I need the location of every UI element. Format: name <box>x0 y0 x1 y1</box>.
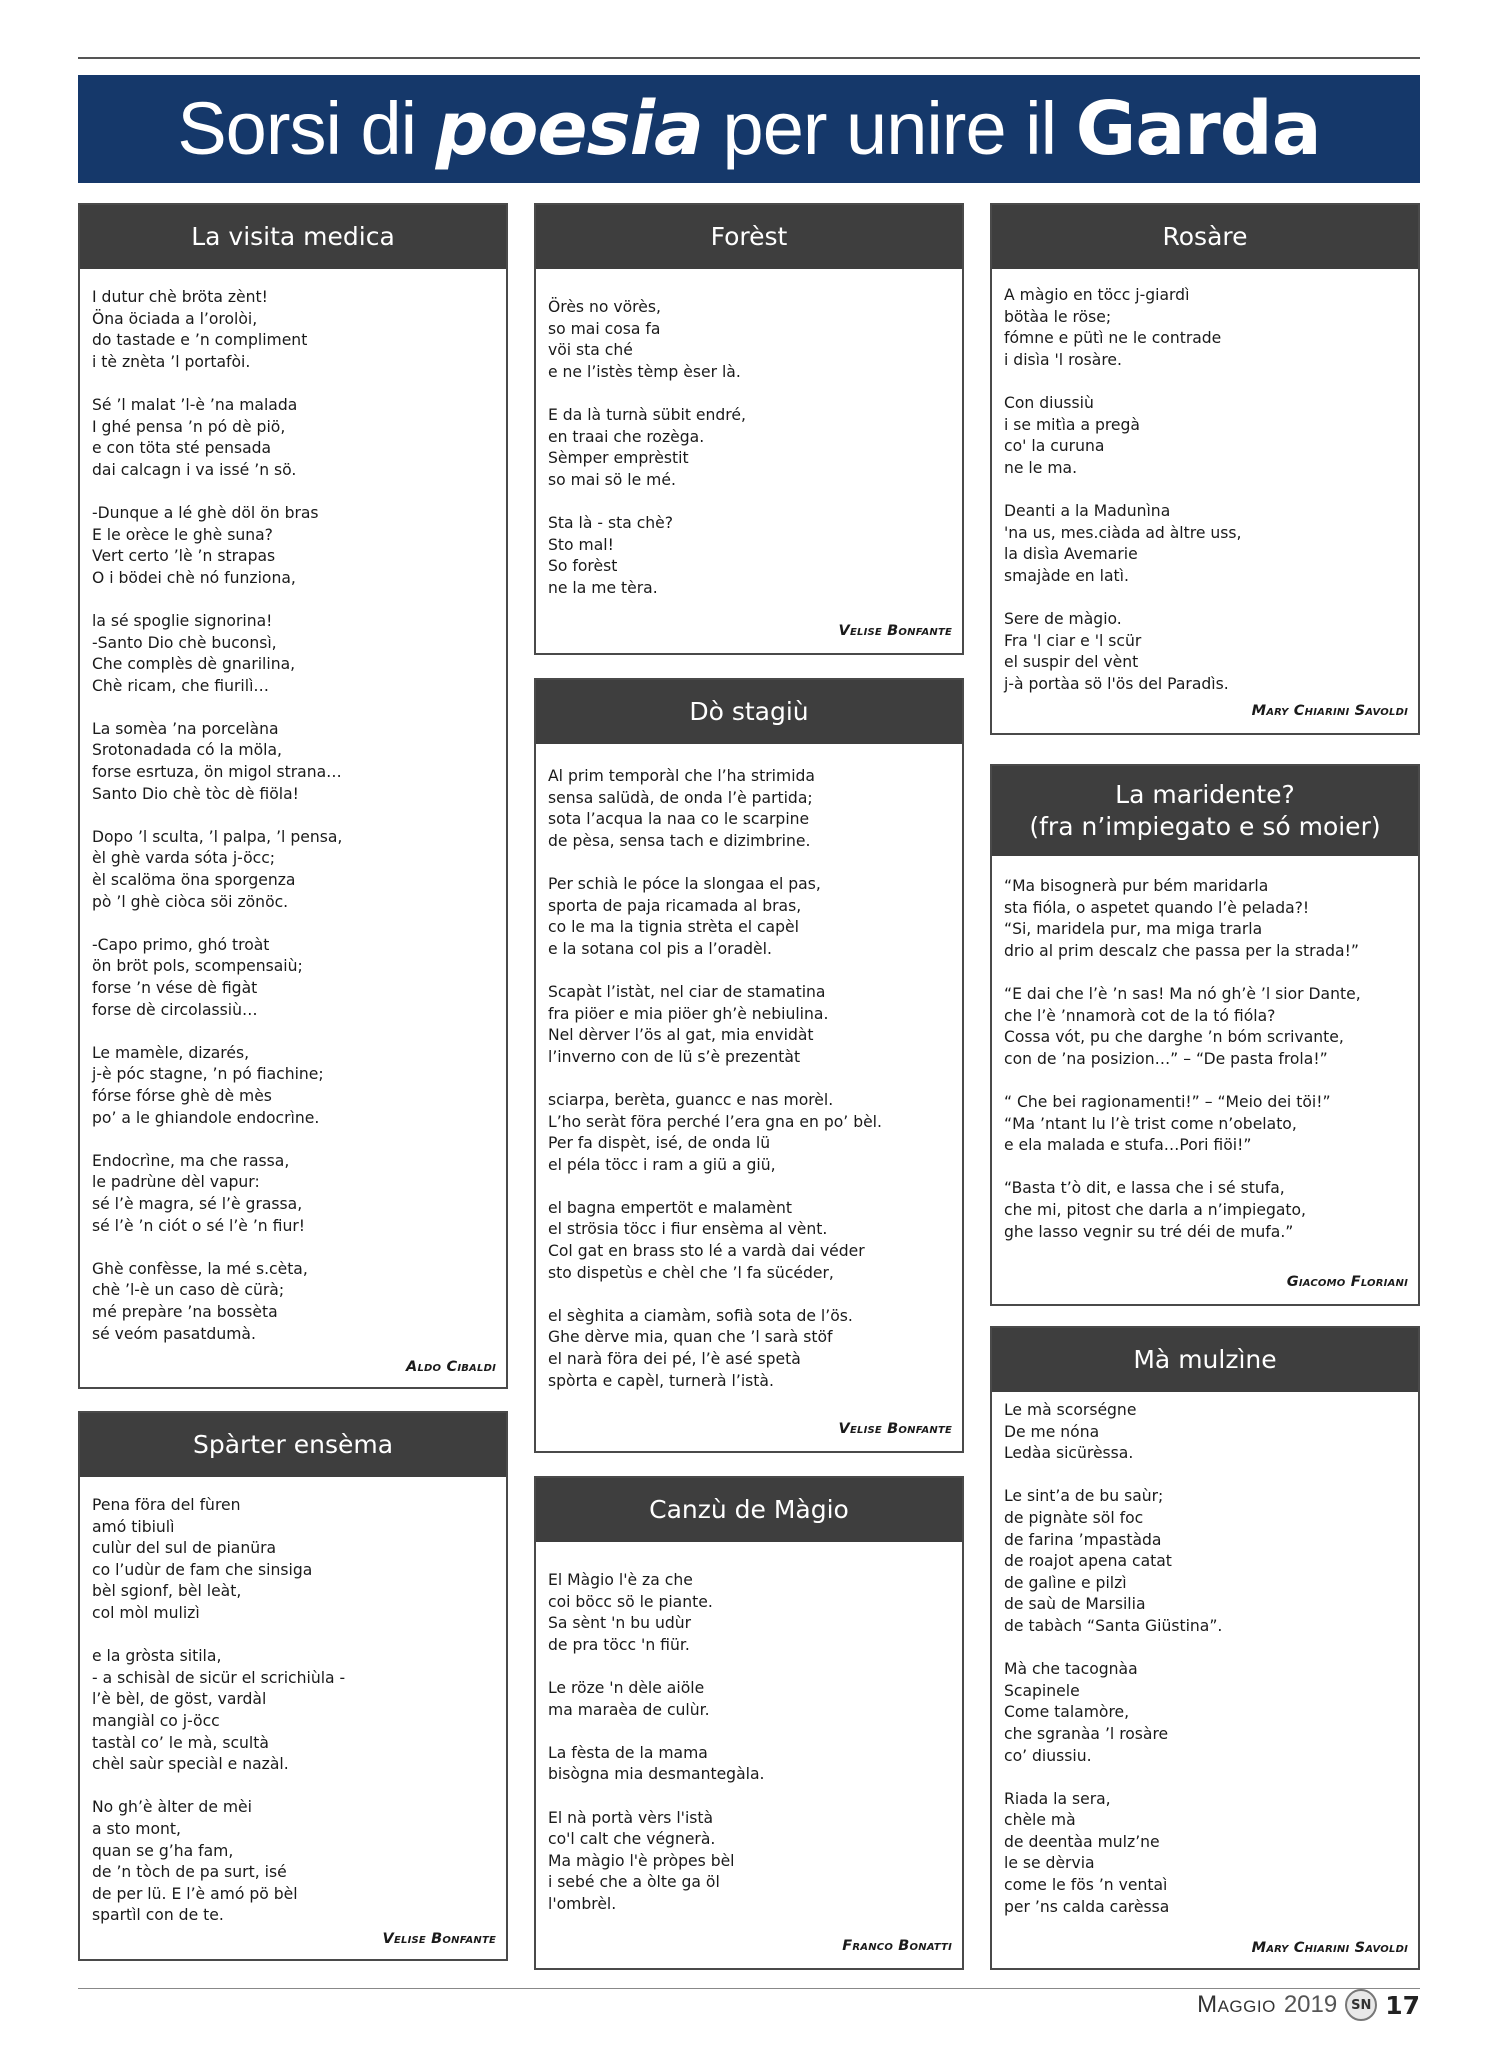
poem-line: bèl sgionf, bèl leàt, <box>92 1582 242 1601</box>
poem-line: Ghe dèrve mia, quan che ’l sarà stöf <box>548 1328 833 1347</box>
poem-author: Franco Bonatti <box>842 1938 952 1954</box>
stanza <box>1004 393 1406 479</box>
poem-line: Per schià le póce la slongaa el pas, <box>548 874 821 893</box>
poem-line: el bagna empertöt e malamènt <box>548 1198 793 1217</box>
stanza <box>92 503 494 589</box>
poem-line: spartìl con de te. <box>92 1906 224 1925</box>
stanza <box>1004 876 1406 962</box>
poem-title <box>536 680 962 744</box>
poem-line: le se dèrvia <box>1004 1854 1095 1873</box>
poem-line: spòrta e capèl, turnerà l’istà. <box>548 1371 774 1390</box>
poem-line: Mà che tacognàa <box>1004 1660 1138 1679</box>
stanza <box>92 1151 494 1237</box>
stanza <box>92 287 494 373</box>
poem-box-la-visita-medica <box>78 203 508 1389</box>
poem-line: co le ma la tignia strèta el capèl <box>548 918 799 937</box>
poem-line: co' la curuna <box>1004 437 1105 456</box>
stanza <box>92 935 494 1021</box>
poem-line: L’ho seràt föra perché l’era gna en po’ bèl. <box>548 1112 882 1131</box>
poem-line: bisògna mia desmantegàla. <box>548 1765 765 1784</box>
stanza <box>548 1570 950 1656</box>
poem-line: pò ’l ghè ciòca söi zönöc. <box>92 892 289 911</box>
poem-line: forse ’n vése dè figàt <box>92 979 258 997</box>
poem-line: Per fa dispèt, isé, de onda lü <box>548 1134 771 1153</box>
poem-line: ne la me tèra. <box>548 578 658 597</box>
poem-line: I dutur chè bröta zènt! <box>92 288 268 306</box>
poem-line: e con töta sté pensada <box>92 439 272 458</box>
poem-line: Örès no vörès, <box>548 298 661 316</box>
poem-line: le padrùne dèl vapur: <box>92 1173 260 1192</box>
poem-line: sensa salüdà, de onda l’è partida; <box>548 788 813 807</box>
stanza <box>92 827 494 913</box>
poem-line: Le mamèle, dizarés, <box>92 1043 250 1062</box>
poem-line: èl ghè varda sóta j-öcc; <box>92 849 276 868</box>
poem-line: ön bröt pols, scompensaiù; <box>92 957 303 976</box>
poem-line: sto dispetùs e chèl che ’l fa sücéder, <box>548 1263 834 1282</box>
poem-line: sciarpa, berèta, guancc e nas morèl. <box>548 1090 834 1109</box>
stanza <box>1004 285 1406 371</box>
poem-title <box>80 1413 506 1477</box>
poem-line: Fra 'l ciar e 'l scür <box>1004 631 1142 650</box>
poem-line: so mai cosa fa <box>548 319 661 338</box>
poem-box-la-maridente <box>990 764 1420 1306</box>
poem-author: Velise Bonfante <box>838 623 952 639</box>
poem-body <box>992 856 1418 1243</box>
stanza <box>548 513 950 599</box>
stanza <box>548 1808 950 1916</box>
poem-line: en traai che rozèga. <box>548 427 705 446</box>
poem-line: tastàl co’ le mà, scultà <box>92 1733 269 1752</box>
poem-line: De me nóna <box>1004 1422 1100 1441</box>
poem-line: “Si, maridela pur, ma miga trarla <box>1004 920 1263 939</box>
poem-line: -Dunque a lé ghè döl ön bras <box>92 503 319 522</box>
poem-line: Öna öciada a l’orolòi, <box>92 309 258 328</box>
poem-line: do tastade e ’n compliment <box>92 331 308 350</box>
poem-line: el suspir del vènt <box>1004 653 1139 672</box>
poem-line: de deentàa mulz’ne <box>1004 1832 1160 1851</box>
poem-line: Dopo ’l sculta, ’l palpa, ’l pensa, <box>92 827 343 846</box>
poem-line: Ma màgio l'è pròpes bèl <box>548 1851 735 1870</box>
stanza <box>92 1043 494 1129</box>
poem-line: smajàde en latì. <box>1004 566 1129 585</box>
stanza <box>548 1090 950 1176</box>
poem-line: Sta là - sta chè? <box>548 513 674 532</box>
poem-line: E le orèce le ghè suna? <box>92 525 273 544</box>
poem-line: i tè znèta ’l portafòi. <box>92 352 251 371</box>
poem-title-text: La visita medica <box>191 222 395 251</box>
stanza <box>548 405 950 491</box>
poem-line: de pignàte söl foc <box>1004 1508 1144 1527</box>
poem-line: fómne e pütì ne le contrade <box>1004 329 1222 348</box>
poem-line: j-à portàa sö l'ös del Paradìs. <box>1004 674 1229 693</box>
page-number: 17 <box>1385 1990 1420 2020</box>
poem-line: de tabàch “Santa Giüstina”. <box>1004 1616 1223 1635</box>
poem-title-text: Canzù de Màgio <box>649 1495 849 1524</box>
poem-line: Le sint’a de bu saùr; <box>1004 1487 1164 1506</box>
poem-line: el sèghita a ciamàm, sofià sota de l’ös. <box>548 1306 853 1325</box>
poem-line: A màgio en töcc j-giardì <box>1004 286 1190 304</box>
poem-line: dai calcagn i va issé ’n sö. <box>92 460 297 479</box>
poem-body <box>992 1392 1418 1918</box>
poem-line: l'ombrèl. <box>548 1894 617 1913</box>
poem-author: Aldo Cibaldi <box>406 1359 496 1375</box>
poem-body <box>536 744 962 1392</box>
poem-line: Pena föra del fùren <box>92 1496 241 1514</box>
stanza <box>1004 1486 1406 1637</box>
poem-body <box>80 1477 506 1927</box>
stanza <box>1004 501 1406 587</box>
poem-title <box>80 205 506 269</box>
poem-line: Sé ’l malat ’l-è ’na malada <box>92 395 298 414</box>
poem-line: bötàa le röse; <box>1004 307 1112 326</box>
poem-line: “E dai che l’è ’n sas! Ma nó gh’è ’l sior Dante, <box>1004 984 1361 1003</box>
poem-line: Santo Dio chè tòc dè fiöla! <box>92 784 299 803</box>
page-footer <box>1197 1985 1420 2025</box>
stanza <box>92 719 494 805</box>
stanza <box>1004 1092 1406 1157</box>
poem-line: co l’udùr de fam che sinsiga <box>92 1560 313 1579</box>
stanza <box>92 1495 494 1625</box>
poem-line: Ledàa sicürèssa. <box>1004 1444 1134 1463</box>
poem-line: Sere de màgio. <box>1004 609 1122 628</box>
stanza <box>548 1678 950 1721</box>
poem-line: Srotonadada có la möla, <box>92 741 282 760</box>
poem-body <box>992 269 1418 695</box>
top-rule <box>78 57 1420 59</box>
poem-line: - a schisàl de sicür el scrichiùla - <box>92 1668 346 1687</box>
poem-line: che sgranàa ’l rosàre <box>1004 1724 1169 1743</box>
poem-line: I ghé pensa ’n pó dè piö, <box>92 417 286 436</box>
poem-line: forse dè circolassiù… <box>92 1000 258 1019</box>
poem-line: de pèsa, sensa tach e dizimbrine. <box>548 831 811 850</box>
poem-line: Col gat en brass sto lé a vardà dai véder <box>548 1242 865 1261</box>
poem-line: Deanti a la Madunìna <box>1004 501 1171 520</box>
poem-line: Riada la sera, <box>1004 1789 1111 1808</box>
poem-line: ma maraèa de culùr. <box>548 1700 710 1719</box>
poem-line: “Ma bisognerà pur bém maridarla <box>1004 877 1269 895</box>
poem-line: El nà portà vèrs l'istà <box>548 1808 714 1827</box>
banner-text-part4: Garda <box>1075 86 1321 172</box>
poem-line: l’è bèl, de göst, vardàl <box>92 1690 267 1709</box>
poem-line: che l’è ’nnamorà cot de la tó fióla? <box>1004 1006 1276 1025</box>
stanza <box>548 766 950 852</box>
poem-line: con de ’na posizion…” – “De pasta frola!” <box>1004 1049 1328 1068</box>
poem-line: e ne l’istès tèmp èser là. <box>548 362 741 381</box>
poem-line: de galìne e pilzì <box>1004 1573 1127 1592</box>
poem-line: mé prepàre ’na bossèta <box>92 1302 278 1321</box>
stanza <box>1004 1789 1406 1919</box>
poem-line: Vert certo ’lè ’n strapas <box>92 547 276 566</box>
poem-line: Chè ricam, che fiurilì… <box>92 676 270 695</box>
poem-line: O i bödei chè nó funziona, <box>92 568 296 587</box>
poem-line: fra piöer e mia piöer gh’è nebiulina. <box>548 1004 829 1023</box>
stanza <box>548 982 950 1068</box>
stanza <box>1004 1400 1406 1465</box>
poem-line: co’ diussiu. <box>1004 1746 1092 1765</box>
poem-box-forest <box>534 203 964 655</box>
magazine-logo-icon: SN <box>1345 1989 1377 2021</box>
stanza <box>548 1743 950 1786</box>
poem-line: Come talamòre, <box>1004 1703 1130 1722</box>
poem-line: sé l’è ’n ciót o sé l’è ’n fiur! <box>92 1216 306 1235</box>
poem-line: so mai sö le mé. <box>548 470 676 489</box>
poem-box-sparter-ensema <box>78 1411 508 1961</box>
poem-line: el péla töcc i ram a giü a giü, <box>548 1155 776 1174</box>
poem-title <box>992 205 1418 269</box>
poem-line: sota l’acqua la naa co le scarpine <box>548 810 810 829</box>
poem-line: coi böcc sö le piante. <box>548 1592 713 1611</box>
poem-line: j-è póc stagne, ’n pó fiachine; <box>92 1065 324 1084</box>
poem-line: El Màgio l'è za che <box>548 1571 693 1589</box>
poem-line: “Basta t’ò dit, e lassa che i sé stufa, <box>1004 1179 1285 1198</box>
poem-line: Endocrìne, ma che rassa, <box>92 1151 290 1170</box>
poem-title <box>536 1478 962 1542</box>
poem-line: culùr del sul de pianüra <box>92 1539 277 1558</box>
poem-line: No gh’è àlter de mèi <box>92 1798 252 1817</box>
poem-line: de saù de Marsilia <box>1004 1595 1146 1614</box>
poem-line: E da là turnà sübit endré, <box>548 405 746 424</box>
poem-box-rosare <box>990 203 1420 735</box>
poem-line: e la sotana col pis a l’oradèl. <box>548 939 772 958</box>
poem-title-text: Rosàre <box>1162 222 1248 251</box>
poem-line: Nel dèrver l’ös al gat, mia envidàt <box>548 1026 814 1045</box>
poem-line: “ Che bei ragionamenti!” – “Meio dei töi!” <box>1004 1092 1331 1111</box>
poem-line: Le mà scorségne <box>1004 1401 1137 1419</box>
poem-line: e ela malada e stufa…Pori fiöi!” <box>1004 1136 1252 1155</box>
poem-line: sé l’è magra, sé l’è grassa, <box>92 1194 303 1213</box>
poem-line: e la gròsta sitila, <box>92 1647 222 1666</box>
poem-title-text: Mà mulzìne <box>1133 1345 1277 1374</box>
poem-body <box>80 269 506 1345</box>
stanza <box>92 1259 494 1345</box>
poem-line: chè ’l-è un caso dè cürà; <box>92 1281 285 1300</box>
poem-title <box>536 205 962 269</box>
poem-line: ghe lasso vegnir su tré déi de mufa.” <box>1004 1222 1294 1241</box>
poem-line: de ’n tòch de pa surt, isé <box>92 1863 287 1882</box>
poem-title-text: Spàrter ensèma <box>192 1430 394 1459</box>
poem-box-canzu-de-magio <box>534 1476 964 1970</box>
footer-month: Maggio <box>1197 1991 1276 2018</box>
stanza <box>548 1306 950 1392</box>
poem-author: Velise Bonfante <box>382 1931 496 1947</box>
poem-line: la disìa Avemarie <box>1004 545 1138 564</box>
poem-title-text: Dò stagiù <box>689 697 809 726</box>
poem-line: per ’ns calda carèssa <box>1004 1897 1170 1916</box>
poem-title-text: Forèst <box>710 222 788 251</box>
poem-line: de per lü. E l’è amó pö bèl <box>92 1884 298 1903</box>
stanza <box>548 297 950 383</box>
poem-line: el strösia töcc i fiur ensèma al vènt. <box>548 1220 828 1239</box>
poem-line: a sto mont, <box>92 1819 181 1838</box>
poem-line: Sèmper emprèstit <box>548 449 689 468</box>
poem-line: quan se g’ha fam, <box>92 1841 234 1860</box>
poem-line: l’inverno con de lü s’è prezentàt <box>548 1047 801 1066</box>
poem-line: Scapinele <box>1004 1681 1080 1700</box>
poem-body <box>536 1542 962 1916</box>
poem-line: So forèst <box>548 557 618 576</box>
poem-box-ma-mulzine <box>990 1326 1420 1970</box>
poem-line: de pra töcc 'n fiür. <box>548 1635 690 1654</box>
poem-author: Giacomo Floriani <box>1286 1274 1408 1290</box>
poem-line: -Capo primo, ghó troàt <box>92 935 270 954</box>
poem-line: sé veóm pasatdumà. <box>92 1324 256 1343</box>
poem-title-text: La maridente? <box>1115 780 1295 809</box>
stanza <box>548 1198 950 1284</box>
banner-text-part3: per unire il <box>702 87 1076 170</box>
poem-line: Ghè confèsse, la mé s.cèta, <box>92 1259 308 1278</box>
poem-line: chèle mà <box>1004 1811 1076 1830</box>
poem-line: col mòl mulizì <box>92 1603 200 1622</box>
stanza <box>92 1797 494 1927</box>
poem-line: i se mitìa a pregà <box>1004 415 1140 434</box>
poem-line: i disìa 'l rosàre. <box>1004 350 1122 369</box>
poem-line: drio al prim descalz che passa per la strada!” <box>1004 941 1359 960</box>
poem-title <box>992 766 1418 856</box>
stanza <box>92 611 494 697</box>
poem-line: de roajot apena catat <box>1004 1552 1172 1571</box>
poem-line: de farina ’mpastàda <box>1004 1530 1162 1549</box>
poem-line: La somèa ’na porcelàna <box>92 719 279 738</box>
poem-line: vöi sta ché <box>548 341 633 360</box>
page-banner <box>78 75 1420 183</box>
stanza <box>548 874 950 960</box>
poem-line: co'l calt che végnerà. <box>548 1830 716 1849</box>
poem-line: Al prim temporàl che l’ha strimida <box>548 767 815 785</box>
poem-line: Le röze 'n dèle aiöle <box>548 1678 705 1697</box>
poem-line: forse esrtuza, ön migol strana… <box>92 763 342 782</box>
poem-line: -Santo Dio chè buconsì, <box>92 633 277 652</box>
banner-text-part2: poesia <box>435 86 703 172</box>
poem-line: fórse fórse ghè dè mès <box>92 1086 272 1105</box>
banner-text-part1: Sorsi di <box>177 87 436 170</box>
poem-line: èl scalöma öna sporgenza <box>92 871 296 890</box>
stanza <box>1004 1178 1406 1243</box>
stanza <box>92 1646 494 1776</box>
poem-line: Sto mal! <box>548 535 614 554</box>
footer-year: 2019 <box>1283 1991 1338 2018</box>
poem-author: Mary Chiarini Savoldi <box>1251 703 1408 719</box>
poem-line: chèl saùr speciàl e nazàl. <box>92 1755 289 1774</box>
poem-line: “Ma ’ntant lu l’è trist come n’obelato, <box>1004 1114 1297 1133</box>
poem-line: ne le ma. <box>1004 458 1078 477</box>
poem-line: Sa sènt 'n bu udùr <box>548 1614 692 1633</box>
poem-line: che mi, pitost che darla a n’impiegato, <box>1004 1200 1307 1219</box>
poem-line: La fèsta de la mama <box>548 1743 708 1762</box>
poem-line: Che complès dè gnarilina, <box>92 655 296 674</box>
poem-line: sta fióla, o aspetet quando l’è pelada?! <box>1004 898 1310 917</box>
poem-line: Scapàt l’istàt, nel ciar de stamatina <box>548 982 826 1001</box>
poem-author: Mary Chiarini Savoldi <box>1251 1940 1408 1956</box>
poem-title <box>992 1328 1418 1392</box>
stanza <box>1004 609 1406 695</box>
poem-line: come le fös ’n ventaì <box>1004 1876 1168 1895</box>
poem-line: po’ a le ghiandole endocrìne. <box>92 1108 320 1127</box>
poem-line: sporta de paja ricamada al bras, <box>548 896 802 915</box>
poem-line: 'na us, mes.ciàda ad àltre uss, <box>1004 523 1242 542</box>
poem-box-do-stagiu <box>534 678 964 1453</box>
stanza <box>92 395 494 481</box>
poem-line: Con diussiù <box>1004 393 1094 412</box>
poem-subtitle-text: (fra n’impiegato e só moier) <box>1029 812 1381 841</box>
poem-author: Velise Bonfante <box>838 1421 952 1437</box>
poem-line: mangiàl co j-öcc <box>92 1711 220 1730</box>
stanza <box>1004 1659 1406 1767</box>
poem-line: amó tibiulì <box>92 1517 175 1536</box>
poem-line: el narà föra dei pé, l’è asé spetà <box>548 1350 801 1369</box>
poem-line: Cossa vót, pu che darghe ’n bóm scrivante, <box>1004 1028 1344 1047</box>
poem-line: la sé spoglie signorina! <box>92 611 273 630</box>
poem-body <box>536 269 962 599</box>
stanza <box>1004 984 1406 1070</box>
poem-line: i sebé che a òlte ga öl <box>548 1873 720 1892</box>
